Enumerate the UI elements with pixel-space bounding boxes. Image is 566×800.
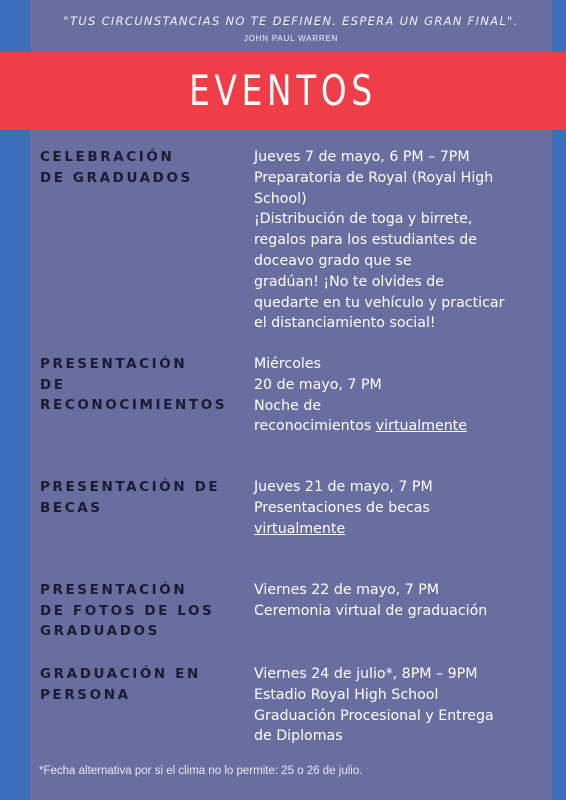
event-name-line: GRADUADOS xyxy=(40,623,160,639)
event-detail-line: Presentaciones de becas xyxy=(254,499,430,516)
event-name-line: PERSONA xyxy=(40,686,131,703)
event-detail-text: reconocimientos xyxy=(254,418,376,435)
event-detail-line xyxy=(254,416,544,437)
event-detail-line: Estadio Royal High School xyxy=(254,686,439,703)
event-detail-line: Miércoles xyxy=(254,356,321,372)
event-detail-line xyxy=(254,519,544,540)
event-name-line: CELEBRACIÓN xyxy=(40,149,175,165)
event-detail-line: School) xyxy=(254,190,307,207)
event-detail-line: Viernes 22 de mayo, 7 PM xyxy=(254,582,440,598)
event-name-line: DE GRADUADOS xyxy=(40,169,193,186)
footnote: *Fecha alternativa por si el clima no lo permite: 25 o 26 de julio. xyxy=(39,765,363,777)
title-banner xyxy=(0,52,566,130)
quote-text: "TUS CIRCUNSTANCIAS NO TE DEFINEN. ESPERA UN GRAN FINAL". xyxy=(63,14,519,28)
event-name-line: DE xyxy=(40,376,66,393)
event-details xyxy=(254,580,544,622)
event-detail-line: quedarte en tu vehículo y practicar xyxy=(254,294,505,311)
event-name-line: PRESENTACIÓN xyxy=(40,356,188,372)
event-name-line: BECAS xyxy=(40,499,103,516)
event-name-line: GRADUACIÓN EN xyxy=(40,666,201,682)
event-name-line: PRESENTACIÓN xyxy=(40,582,188,598)
event-detail-line: Jueves 21 de mayo, 7 PM xyxy=(254,479,433,495)
event-detail-line: ¡Distribución de toga y birrete, xyxy=(254,211,473,228)
event-details xyxy=(254,354,544,437)
event-detail-line: 20 de mayo, 7 PM xyxy=(254,376,382,393)
event-details xyxy=(254,147,544,334)
event-detail-line: Graduación Procesional y Entrega xyxy=(254,707,494,724)
event-name xyxy=(40,580,240,642)
event-name-line: PRESENTACIÓN DE xyxy=(40,479,221,495)
event-name-line: DE FOTOS DE LOS xyxy=(40,602,215,619)
event-detail-line: regalos para los estudiantes de xyxy=(254,232,477,249)
event-detail-line: Noche de xyxy=(254,397,322,414)
virtual-link[interactable]: virtualmente xyxy=(254,520,346,537)
event-detail-line: el distanciamiento social! xyxy=(254,315,436,332)
event-detail-line: Preparatoria de Royal (Royal High xyxy=(254,169,494,186)
quote-author: JOHN PAUL WARREN xyxy=(243,34,339,43)
event-detail-line: doceavo grado que se xyxy=(254,252,412,269)
event-detail-line: gradúan! ¡No te olvides de xyxy=(254,273,445,290)
event-details xyxy=(254,477,544,539)
event-name xyxy=(40,147,240,188)
event-detail-line: Ceremonia virtual de graduación xyxy=(254,602,488,619)
event-detail-line: Viernes 24 de julio*, 8PM – 9PM xyxy=(254,666,478,682)
event-name-line: RECONOCIMIENTOS xyxy=(40,397,228,413)
event-detail-line: Jueves 7 de mayo, 6 PM – 7PM xyxy=(254,149,470,165)
virtual-link[interactable]: virtualmente xyxy=(375,418,467,435)
event-detail-line: de Diplomas xyxy=(254,728,343,745)
event-name xyxy=(40,354,240,416)
page-title: EVENTOS xyxy=(189,66,377,115)
event-name xyxy=(40,477,240,518)
event-details xyxy=(254,664,544,747)
event-name xyxy=(40,664,240,705)
